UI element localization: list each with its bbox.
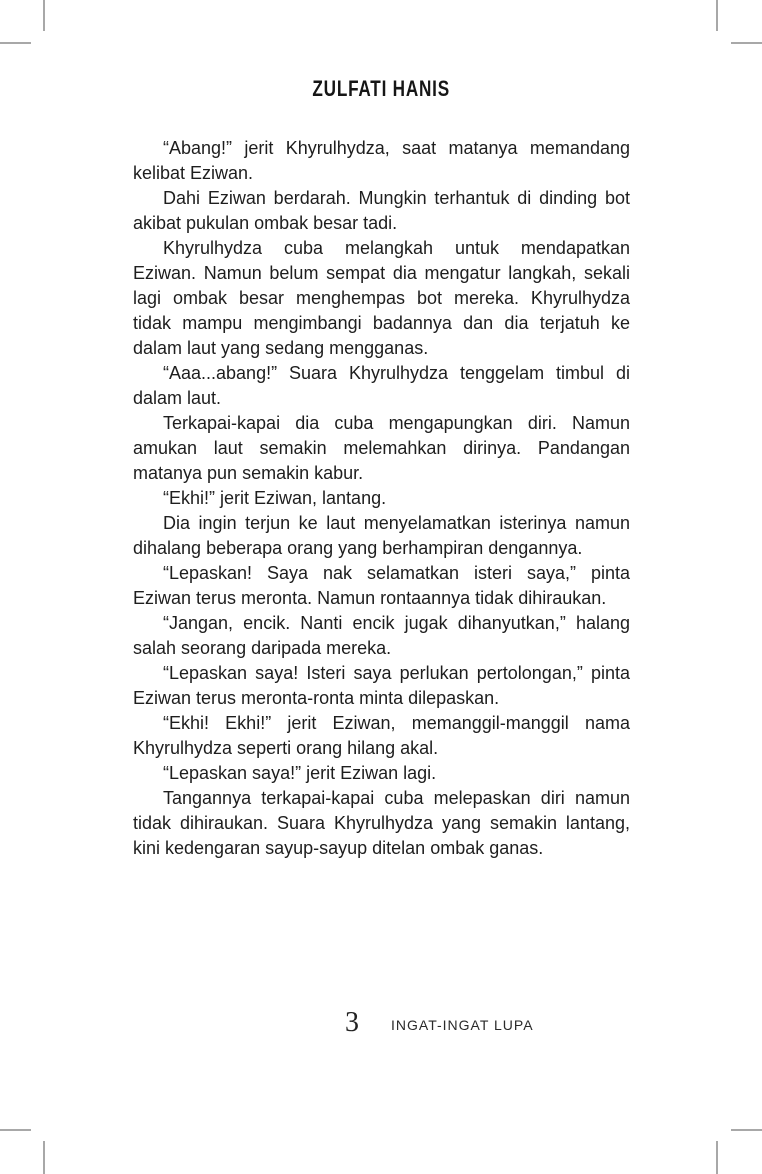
crop-mark-bottom-left-vertical (43, 1141, 45, 1174)
paragraph: Terkapai-kapai dia cuba mengapungkan diri. Namun amukan laut semakin melemahkan dirinya. Pandangan matanya pun semakin kabur. (133, 413, 630, 483)
crop-mark-bottom-right-horizontal (731, 1129, 762, 1131)
crop-mark-top-left-horizontal (0, 42, 31, 44)
paragraph: “Lepaskan! Saya nak selamatkan isteri saya,” pinta Eziwan terus meronta. Namun rontaannya tidak dihiraukan. (133, 563, 630, 608)
paragraph: “Lepaskan saya!” jerit Eziwan lagi. (163, 763, 437, 783)
page-number: 3 (345, 1007, 359, 1038)
body-text (133, 136, 630, 861)
crop-mark-top-right-horizontal (731, 42, 762, 44)
paragraph: Tangannya terkapai-kapai cuba melepaskan diri namun tidak dihiraukan. Suara Khyrulhydza yang semakin lantang, kini kedengaran sayup-sayup ditelan ombak ganas. (133, 788, 630, 858)
crop-mark-bottom-left-horizontal (0, 1129, 31, 1131)
crop-mark-bottom-right-vertical (716, 1141, 718, 1174)
paragraph: “Ekhi!” jerit Eziwan, lantang. (163, 488, 387, 508)
running-head (133, 76, 630, 102)
crop-mark-top-left-vertical (43, 0, 45, 31)
paragraph: “Lepaskan saya! Isteri saya perlukan pertolongan,” pinta Eziwan terus meronta-ronta minta dilepaskan. (133, 663, 630, 708)
paragraph: Khyrulhydza cuba melangkah untuk mendapatkan Eziwan. Namun belum sempat dia mengatur langkah, sekali lagi ombak besar menghempas bot mereka. Khyrulhydza tidak mampu mengimbangi badannya dan dia terjatuh ke dalam laut yang sedang mengganas. (133, 238, 630, 358)
paragraph: “Abang!” jerit Khyrulhydza, saat matanya memandang kelibat Eziwan. (133, 138, 630, 183)
paragraph: “Jangan, encik. Nanti encik jugak dihanyutkan,” halang salah seorang daripada mereka. (133, 613, 630, 658)
crop-mark-top-right-vertical (716, 0, 718, 31)
running-title: INGAT-INGAT LUPA (391, 1017, 534, 1033)
paragraph: Dia ingin terjun ke laut menyelamatkan isterinya namun dihalang beberapa orang yang berhampiran dengannya. (133, 513, 630, 558)
paragraph: Dahi Eziwan berdarah. Mungkin terhantuk di dinding bot akibat pukulan ombak besar tadi. (133, 188, 630, 233)
paragraph: “Ekhi! Ekhi!” jerit Eziwan, memanggil-manggil nama Khyrulhydza seperti orang hilang akal. (133, 713, 630, 758)
paragraph: “Aaa...abang!” Suara Khyrulhydza tenggelam timbul di dalam laut. (133, 363, 630, 408)
running-head-author: ZULFATI HANIS (312, 76, 451, 101)
